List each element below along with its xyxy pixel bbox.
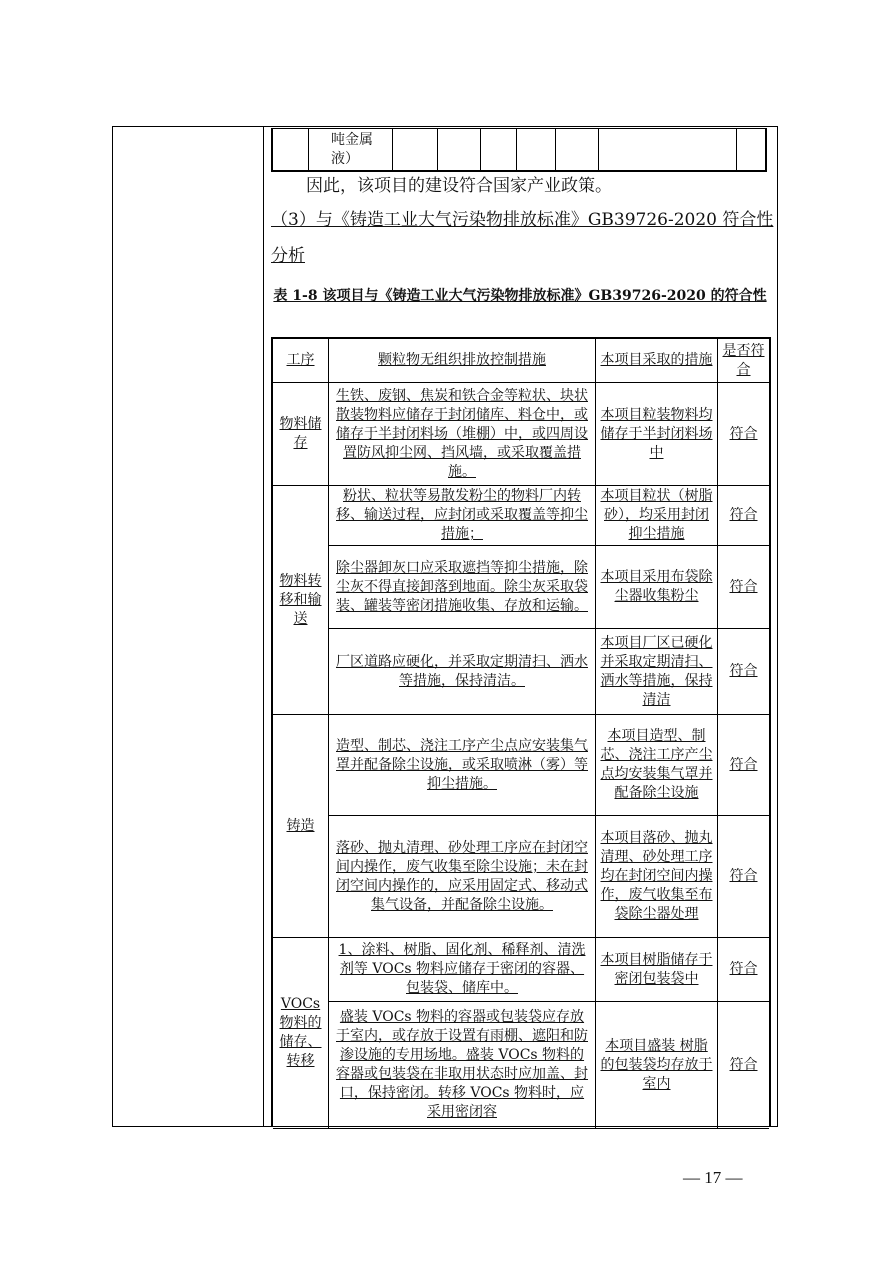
compliance-cell: 符合 [718,629,769,715]
compliance-cell: 符合 [718,546,769,629]
header-cell: 工序 [273,339,329,383]
measure-cell: 除尘器卸灰口应采取遮挡等抑尘措施，除尘灰不得直接卸落到地面。除尘灰采取袋装、罐装等密闭措施收集、存放和运输。 [329,546,596,629]
measure-cell: 盛装 VOCs 物料的容器或包装袋应存放于室内，或存放于设置有雨棚、遮阳和防渗设施的专用场地。盛装 VOCs 物料的容器或包装袋在非取用状态时应加盖、封口，保持密闭。转移 VOCs 物料时，应采用密闭容 [329,1002,596,1129]
compliance-cell: 符合 [718,816,769,938]
header-cell: 是否符合 [718,339,769,383]
compliance-cell: 符合 [718,938,769,1002]
previous-table-tail [271,128,767,172]
header-cell: 本项目采取的措施 [596,339,718,383]
compliance-cell: 符合 [718,715,769,816]
compliance-cell: 符合 [718,383,769,486]
adopted-measure-cell: 本项目粒装物料均储存于半封闭料场中 [596,383,718,486]
compliance-table [271,337,771,1127]
process-cell: 铸造 [273,715,329,938]
measure-cell: 厂区道路应硬化，并采取定期清扫、洒水等措施，保持清洁。 [329,629,596,715]
adopted-measure-cell: 本项目落砂、抛丸清理、砂处理工序均在封闭空间内操作，废气收集至布袋除尘器处理 [596,816,718,938]
process-cell: 物料转移和输送 [273,486,329,715]
measure-cell: 生铁、废钢、焦炭和铁合金等粒状、块状散装物料应储存于封闭储库、料仓中，或储存于半封闭料场（堆棚）中，或四周设置防风抑尘网、挡风墙，或采取覆盖措施。 [329,383,596,486]
page-number: — 17 — [683,1168,743,1187]
compliance-cell: 符合 [718,486,769,546]
header-cell: 颗粒物无组织排放控制措施 [329,339,596,383]
outer-divider [263,127,264,1126]
measure-cell: 落砂、抛丸清理、砂处理工序应在封闭空间内操作，废气收集至除尘设施；未在封闭空间内操作的，应采用固定式、移动式集气设备，并配备除尘设施。 [329,816,596,938]
top-cell-text: 吨金属 液） [308,128,393,172]
adopted-measure-cell: 本项目厂区已硬化并采取定期清扫、洒水等措施，保持清洁 [596,629,718,715]
compliance-cell: 符合 [718,1002,769,1129]
process-cell: 物料储存 [273,383,329,486]
section-heading-line1: （3）与《铸造工业大气污染物排放标准》GB39726-2020 符合性 [271,210,774,230]
adopted-measure-cell: 本项目粒状（树脂砂），均采用封闭抑尘措施 [596,486,718,546]
conclusion-paragraph: 因此，该项目的建设符合国家产业政策。 [306,176,612,196]
process-cell: VOCs物料的储存、转移 [273,938,329,1129]
measure-cell: 粉状、粒状等易散发粉尘的物料厂内转移、输送过程，应封闭或采取覆盖等抑尘措施； [329,486,596,546]
adopted-measure-cell: 本项目采用布袋除尘器收集粉尘 [596,546,718,629]
adopted-measure-cell: 本项目造型、制芯、浇注工序产尘点均安装集气罩并配备除尘设施 [596,715,718,816]
section-heading-line2: 分析 [271,246,305,266]
table-caption: 表 1-8 该项目与《铸造工业大气污染物排放标准》GB39726-2020 的符合性 [273,288,767,304]
adopted-measure-cell: 本项目树脂储存于密闭包装袋中 [596,938,718,1002]
adopted-measure-cell: 本项目盛装 树脂的包装袋均存放于室内 [596,1002,718,1129]
measure-cell: 造型、制芯、浇注工序产尘点应安装集气罩并配备除尘设施，或采取喷淋（雾）等抑尘措施。 [329,715,596,816]
measure-cell: 1、涂料、树脂、固化剂、稀释剂、清洗剂等 VOCs 物料应储存于密闭的容器、包装袋、储库中。 [329,938,596,1002]
